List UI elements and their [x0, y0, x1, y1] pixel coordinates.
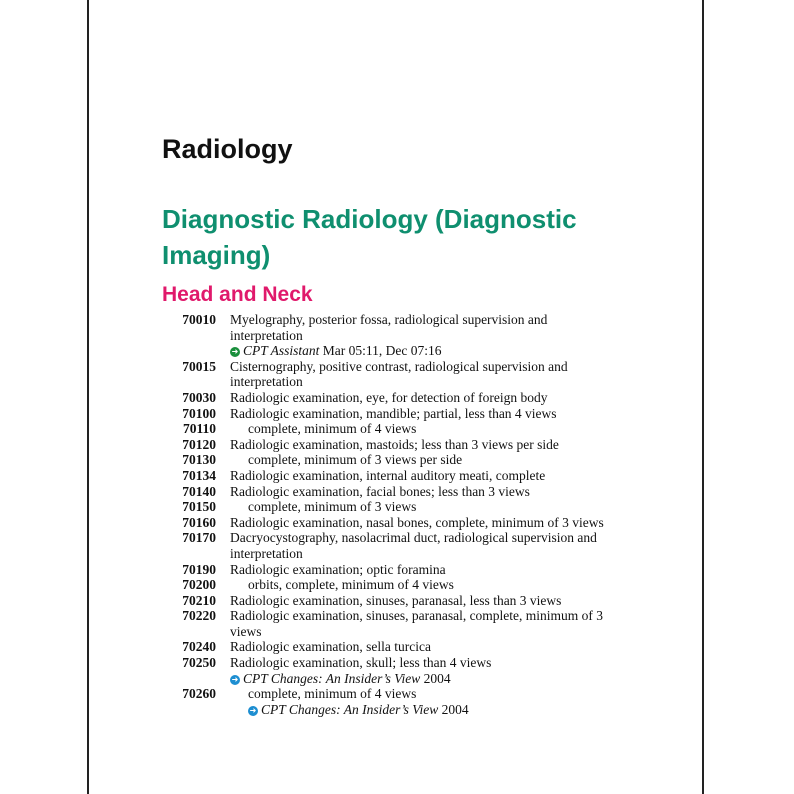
- code-description: complete, minimum of 4 views: [248, 421, 417, 437]
- code-description: Radiologic examination, sella turcica: [230, 639, 431, 655]
- code-entry: [170, 562, 620, 578]
- code-entry: [170, 421, 620, 437]
- code-entry: [170, 312, 620, 343]
- code-number: 70190: [182, 561, 216, 577]
- code-description: complete, minimum of 4 views: [248, 686, 417, 702]
- code-number: 70010: [182, 312, 216, 327]
- code-description: Dacryocystography, nasolacrimal duct, radiological supervision and interpretation: [230, 530, 597, 561]
- code-description: Myelography, posterior fossa, radiological supervision and interpretation: [230, 312, 548, 343]
- arrow-right-circle-icon: ➜: [231, 674, 239, 684]
- code-description: Radiologic examination; optic foramina: [230, 561, 446, 577]
- code-number: 70170: [182, 530, 216, 546]
- reference-entry: [170, 343, 620, 359]
- arrow-right-circle-icon: ➜: [249, 705, 257, 715]
- code-description: Radiologic examination, facial bones; less than 3 views: [230, 483, 530, 499]
- chapter-title: Radiology: [162, 134, 293, 164]
- code-number: 70160: [182, 514, 216, 530]
- code-number: 70210: [182, 592, 216, 608]
- code-number: 70120: [182, 436, 216, 452]
- code-number: 70140: [182, 483, 216, 499]
- code-description: Radiologic examination, sinuses, paranasal, complete, minimum of 3 views: [230, 608, 604, 639]
- code-number: 70240: [182, 639, 216, 655]
- code-entry: [170, 406, 620, 422]
- reference-title: CPT Changes: An Insider’s View: [243, 670, 421, 686]
- code-number: 70134: [182, 467, 216, 483]
- arrow-right-circle-icon: ➜: [231, 347, 239, 357]
- code-description: Radiologic examination, mastoids; less than 3 views per side: [230, 436, 559, 452]
- code-entry: [170, 468, 620, 484]
- code-description: Radiologic examination, skull; less than 4 views: [230, 655, 492, 671]
- code-entry: [170, 530, 620, 561]
- code-entry: [170, 499, 620, 515]
- code-number: 70015: [182, 358, 216, 374]
- code-description: complete, minimum of 3 views: [248, 499, 417, 515]
- code-entry: [170, 577, 620, 593]
- code-description: Radiologic examination, sinuses, paranasal, less than 3 views: [230, 592, 562, 608]
- code-number: 70200: [182, 577, 216, 593]
- code-description: complete, minimum of 3 views per side: [248, 452, 463, 468]
- reference-detail: 2004: [423, 670, 451, 686]
- code-description: orbits, complete, minimum of 4 views: [248, 577, 454, 593]
- reference-entry: [170, 671, 620, 687]
- reference-detail: 2004: [441, 701, 469, 717]
- subsection-title: Head and Neck: [162, 283, 313, 306]
- code-number: 70030: [182, 389, 216, 405]
- code-number: 70260: [182, 686, 216, 702]
- code-description: Cisternography, positive contrast, radiological supervision and interpretation: [230, 358, 568, 390]
- code-entry: [170, 390, 620, 406]
- section-title: Diagnostic Radiology (Diagnostic Imaging): [162, 204, 577, 270]
- code-entry: [170, 484, 620, 500]
- reference-entry: [170, 702, 620, 718]
- code-entry: [170, 515, 620, 531]
- code-number: 70130: [182, 452, 216, 468]
- code-entry: [170, 452, 620, 468]
- reference-title: CPT Changes: An Insider’s View: [261, 701, 439, 717]
- code-description: Radiologic examination, nasal bones, complete, minimum of 3 views: [230, 514, 604, 530]
- code-description: Radiologic examination, mandible; partial, less than 4 views: [230, 405, 557, 421]
- code-list: [170, 312, 620, 717]
- reference-detail: Mar 05:11, Dec 07:16: [322, 343, 442, 359]
- code-number: 70100: [182, 405, 216, 421]
- code-description: Radiologic examination, internal auditory meati, complete: [230, 467, 546, 483]
- code-number: 70220: [182, 608, 216, 624]
- code-entry: [170, 593, 620, 609]
- code-number: 70250: [182, 655, 216, 671]
- code-description: Radiologic examination, eye, for detection of foreign body: [230, 389, 548, 405]
- code-number: 70150: [182, 499, 216, 515]
- code-entry: [170, 686, 620, 702]
- code-entry: [170, 437, 620, 453]
- code-entry: [170, 655, 620, 671]
- code-entry: [170, 359, 620, 390]
- code-number: 70110: [182, 421, 216, 437]
- code-entry: [170, 639, 620, 655]
- reference-title: CPT Assistant: [243, 343, 320, 359]
- code-entry: [170, 608, 620, 639]
